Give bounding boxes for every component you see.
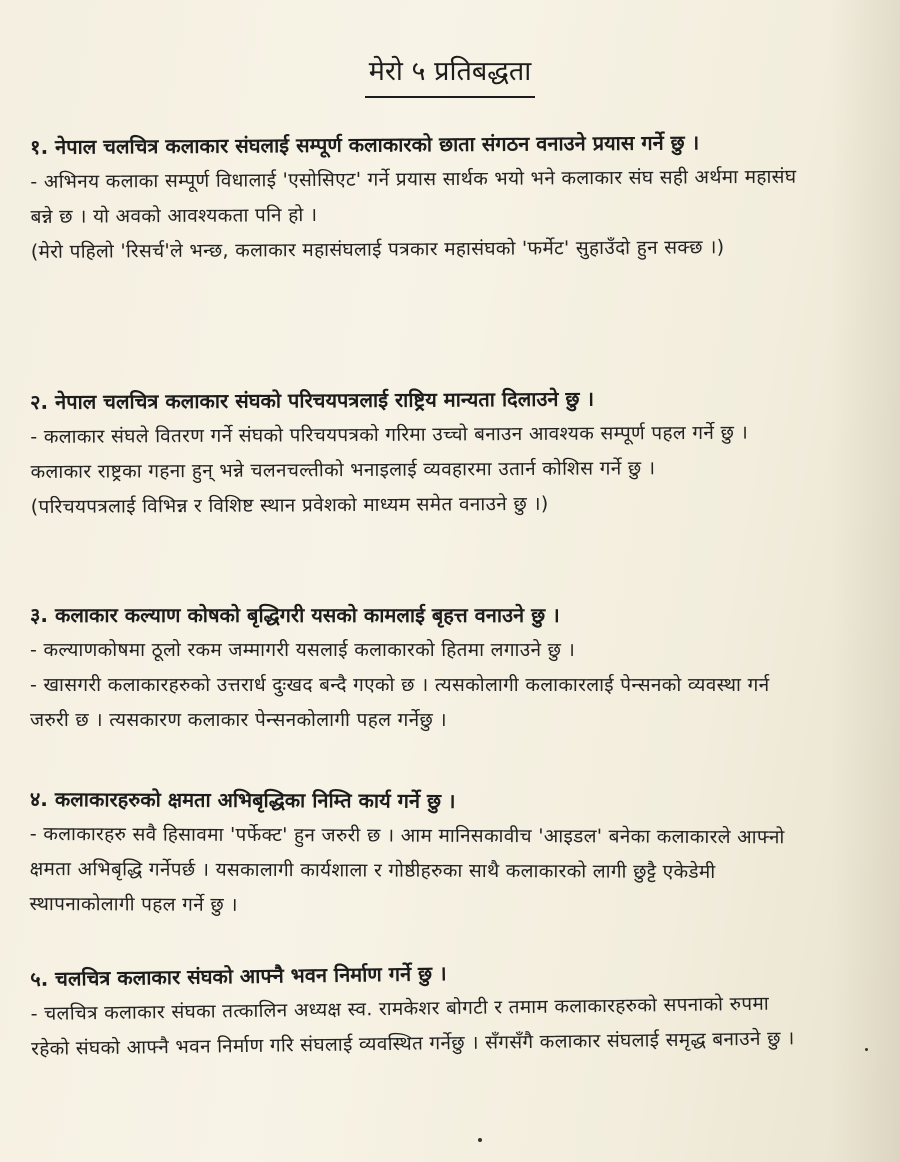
commitment-2-heading: २. नेपाल चलचित्र कलाकार संघको परिचयपत्रलाई राष्ट्रिय मान्यता दिलाउने छु ।: [30, 386, 595, 414]
page-edge-shadow: [830, 0, 900, 1162]
speck-mark: [865, 1048, 868, 1051]
commitment-4: [29, 782, 810, 925]
commitment-5-line-1: - चलचित्र कलाकार संघका तत्कालिन अध्यक्ष स्व. रामकेशर बोगटी र तमाम कलाकारहरुको सपनाको रुपमा रहेको संघको आफ्नै भवन निर्माण गरि संघलाई व्यवस्थित गर्नेछु । सँगसँगै कलाकार संघलाई समृद्ध बनाउने छु ।: [30, 992, 795, 1060]
commitment-5: [30, 951, 811, 1067]
commitment-2-line-2: (परिचयपत्रलाई विभिन्न र विशिष्ट स्थान प्रवेशको माध्यम समेत वनाउने छु ।): [30, 492, 549, 518]
commitment-1-heading: १. नेपाल चलचित्र कलाकार संघलाई सम्पूर्ण कलाकारको छाता संगठन वनाउने प्रयास गर्ने छु ।: [30, 130, 700, 159]
commitment-3-heading: ३. कलाकार कल्याण कोषको बृद्धिगरी यसको कामलाई बृहत्त वनाउने छु ।: [30, 603, 560, 627]
commitment-3: [30, 598, 810, 738]
commitment-1-line-1: - अभिनय कलाका सम्पूर्ण विधालाई 'एसोसिएट' गर्ने प्रयास सार्थक भयो भने कलाकार संघ सही अर्थमा महासंघ बन्ने छ । यो अवको आवश्यकता पनि हो ।: [30, 165, 797, 228]
commitment-4-line-1: - कलाकारहरु सवै हिसावमा 'पर्फेक्ट' हुन जरुरी छ । आम मानिसकावीच 'आइडल' बनेका कलाकारले आफ्नो क्षमता अभिबृद्धि गर्नेपर्छ । यसकालागी कार्यशाला र गोष्ठीहरुका साथै कलाकारको लागी छुट्टै एकेडेमी स्थापनाकोलागी पहल गर्ने छु ।: [29, 822, 785, 916]
commitment-1: [30, 125, 811, 270]
commitment-3-line-2: - खासगरी कलाकारहरुको उत्तरार्ध दुःखद बन्दै गएको छ । त्यसकोलागी कलाकारलाई पेन्सनको व्यवस्था गर्न जरुरी छ । त्यसकारण कलाकार पेन्सनकोलागी पहल गर्नेछु ।: [30, 674, 770, 731]
commitment-5-heading: ५. चलचित्र कलाकार संघको आफ्नै भवन निर्माण गर्ने छु ।: [30, 961, 447, 991]
document-title: मेरो ५ प्रतिबद्धता: [365, 52, 536, 98]
document-title-wrap: [0, 52, 900, 98]
commitment-2-line-1: - कलाकार संघले वितरण गर्ने संघको परिचयपत्रको गरिमा उच्चो बनाउन आवश्यक सम्पूर्ण पहल गर्ने छु । कलाकार राष्ट्रका गहना हुन् भन्ने चलनचल्तीको भनाइलाई व्यवहारमा उतार्न कोशिस गर्ने छु ।: [30, 421, 749, 483]
commitment-4-heading: ४. कलाकारहरुको क्षमता अभिबृद्धिका निम्ति कार्य गर्ने छु ।: [29, 786, 456, 813]
commitment-1-line-2: (मेरो पहिलो 'रिसर्च'ले भन्छ, कलाकार महासंघलाई पत्रकार महासंघको 'फर्मेट' सुहाउँदो हुन सक्छ ।): [30, 236, 725, 263]
commitment-3-line-1: - कल्याणकोषमा ठूलो रकम जम्मागरी यसलाई कलाकारको हितमा लगाउने छु ।: [30, 639, 576, 661]
speck-mark: [478, 1138, 482, 1142]
commitment-2: [30, 380, 811, 525]
